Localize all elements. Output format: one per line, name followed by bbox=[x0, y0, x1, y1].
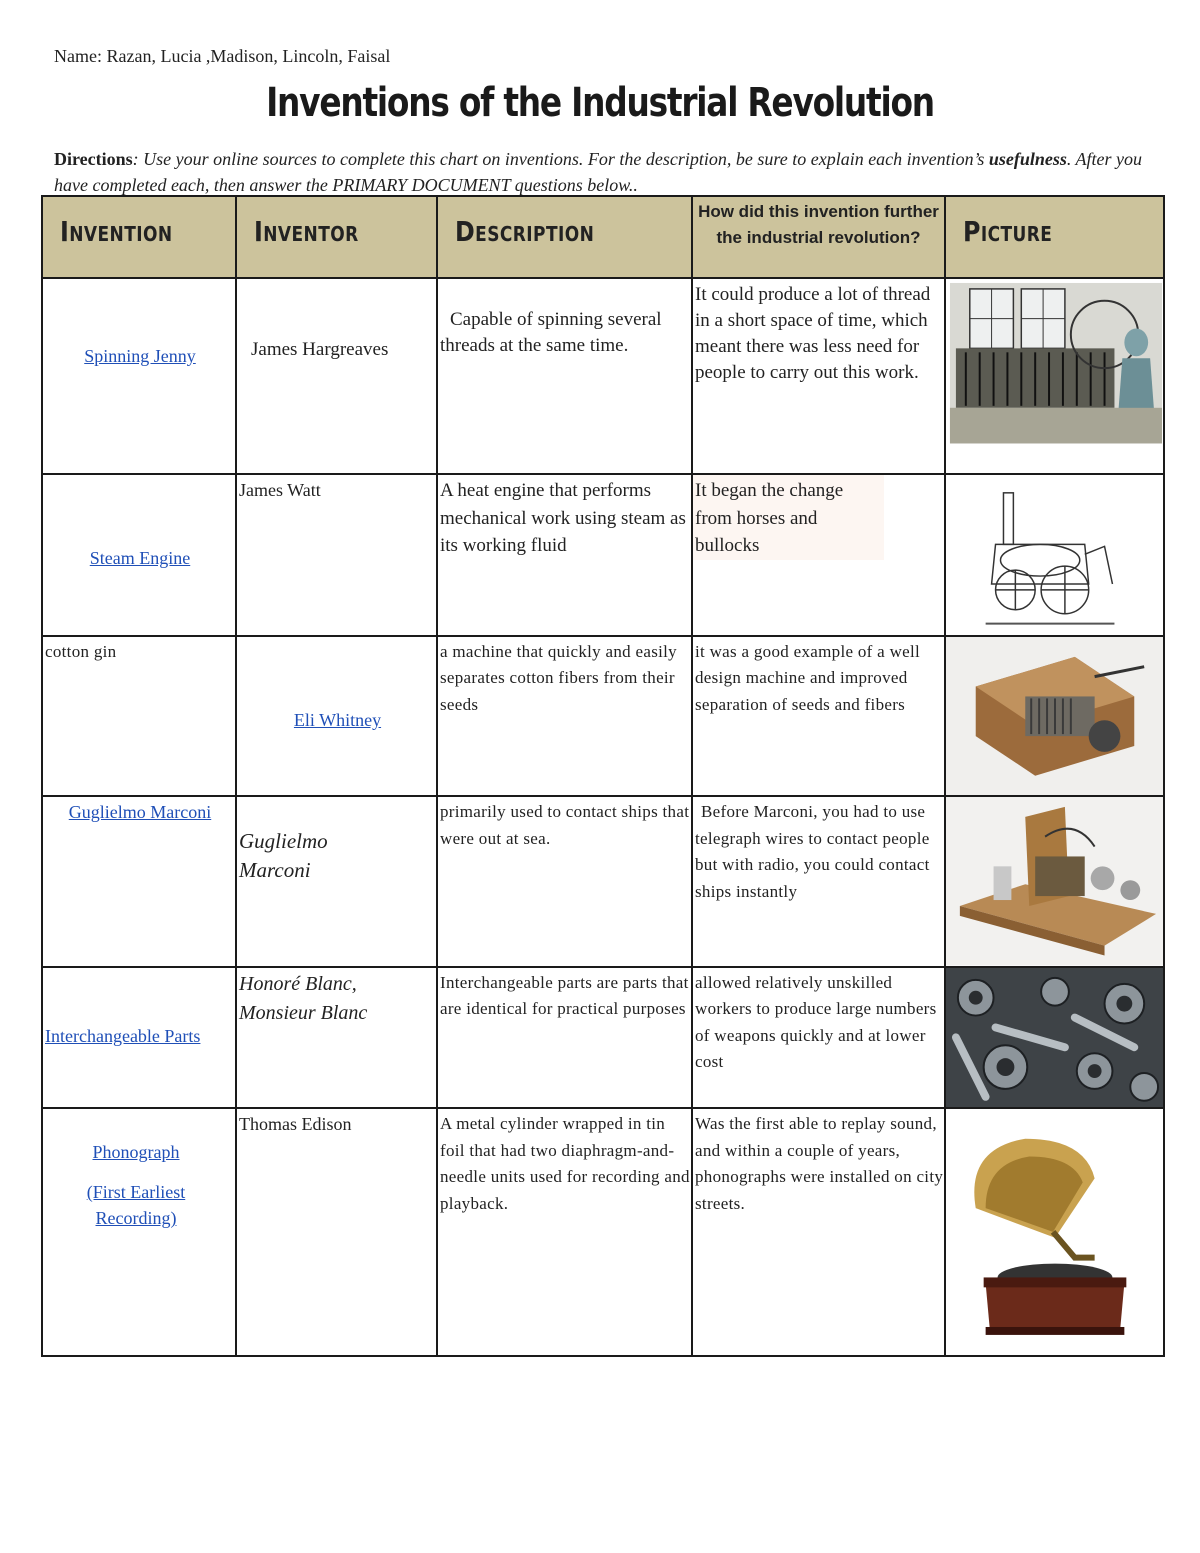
directions-text-1: : Use your online sources to complete this chart on inventions. For the description, be sure to explain each invention’s bbox=[132, 149, 989, 169]
invention-cell: cotton gin bbox=[42, 636, 236, 797]
picture-cell bbox=[945, 796, 1164, 966]
table-row bbox=[42, 1108, 1164, 1356]
student-names: Name: Razan, Lucia ,Madison, Lincoln, Faisal bbox=[54, 46, 391, 66]
gramophone-icon bbox=[946, 1109, 1163, 1355]
impact-cell: it was a good example of a well design machine and improved separation of seeds and fibers bbox=[692, 636, 945, 797]
impact-cell: It began the change from horses and bullocks bbox=[692, 474, 945, 636]
header-question: How did this invention further the industrial revolution? bbox=[692, 196, 945, 278]
invention-link-steam-engine[interactable]: Steam Engine bbox=[89, 548, 191, 569]
inventor-cell: Honoré Blanc, Monsieur Blanc bbox=[236, 967, 437, 1109]
directions-text-2: . After you have completed each, then answer the PRIMARY DOCUMENT questions below.. bbox=[54, 149, 1143, 195]
radio-apparatus-icon bbox=[946, 797, 1163, 965]
inventor-link-eli-whitney[interactable]: Eli Whitney bbox=[293, 709, 382, 730]
impact-cell: allowed relatively unskilled workers to produce large numbers of weapons quickly and at lower cost bbox=[692, 967, 945, 1109]
inventor-cell: Thomas Edison bbox=[236, 1108, 437, 1356]
description-cell: primarily used to contact ships that were out at sea. bbox=[437, 796, 692, 966]
first-earliest-recording-link[interactable]: (First Earliest Recording) bbox=[86, 1182, 186, 1229]
table-row bbox=[42, 796, 1164, 966]
header-picture: Picture bbox=[945, 196, 1164, 278]
directions bbox=[54, 146, 1154, 198]
header-invention: Invention bbox=[42, 196, 236, 278]
invention-cell bbox=[42, 474, 236, 636]
picture-cell bbox=[945, 967, 1164, 1109]
description-cell: A heat engine that performs mechanical work using steam as its working fluid bbox=[437, 474, 692, 636]
table-row bbox=[42, 474, 1164, 636]
inventor-cell: James Hargreaves bbox=[236, 278, 437, 474]
inventor-cell: Guglielmo Marconi bbox=[236, 796, 437, 966]
picture-cell bbox=[945, 278, 1164, 474]
invention-link-marconi[interactable]: Guglielmo Marconi bbox=[68, 802, 212, 823]
impact-cell: It could produce a lot of thread in a short space of time, which meant there was less need for people to carry out this work. bbox=[692, 278, 945, 474]
invention-cell bbox=[42, 278, 236, 474]
directions-emphasis: usefulness bbox=[988, 149, 1067, 169]
invention-link-interchangeable-parts[interactable]: Interchangeable Parts bbox=[45, 1025, 201, 1046]
steam-locomotive-sketch-icon bbox=[946, 475, 1163, 635]
inventor-cell bbox=[236, 636, 437, 797]
table-row bbox=[42, 636, 1164, 797]
table-row bbox=[42, 278, 1164, 474]
description-cell: A metal cylinder wrapped in tin foil that had two diaphragm-and-needle units used for recording and playback. bbox=[437, 1108, 692, 1356]
description-cell: Capable of spinning several threads at the same time. bbox=[437, 278, 692, 474]
description-cell: Interchangeable parts are parts that are identical for practical purposes bbox=[437, 967, 692, 1109]
picture-cell bbox=[945, 636, 1164, 797]
picture-cell bbox=[945, 1108, 1164, 1356]
impact-cell: Was the first able to replay sound, and within a couple of years, phonographs were installed on city streets. bbox=[692, 1108, 945, 1356]
invention-cell bbox=[42, 796, 236, 966]
table-row bbox=[42, 967, 1164, 1109]
inventions-table bbox=[41, 195, 1165, 1357]
directions-label: Directions bbox=[54, 149, 133, 169]
header-row bbox=[42, 196, 1164, 278]
header-description: Description bbox=[437, 196, 692, 278]
invention-link-spinning-jenny[interactable]: Spinning Jenny bbox=[84, 346, 196, 366]
spinning-jenny-engraving-icon bbox=[946, 279, 1163, 473]
metal-bolts-pile-icon bbox=[946, 968, 1163, 1108]
invention-cell bbox=[42, 1108, 236, 1356]
description-cell: a machine that quickly and easily separates cotton fibers from their seeds bbox=[437, 636, 692, 797]
picture-cell bbox=[945, 474, 1164, 636]
cotton-gin-machine-icon bbox=[946, 637, 1163, 796]
inventor-cell: James Watt bbox=[236, 474, 437, 636]
invention-cell bbox=[42, 967, 236, 1109]
header-inventor: Inventor bbox=[236, 196, 437, 278]
page-title: Inventions of the Industrial Revolution bbox=[266, 80, 934, 126]
invention-link-phonograph[interactable]: Phonograph bbox=[92, 1142, 180, 1163]
impact-cell: Before Marconi, you had to use telegraph wires to contact people but with radio, you could contact ships instantly bbox=[692, 796, 945, 966]
